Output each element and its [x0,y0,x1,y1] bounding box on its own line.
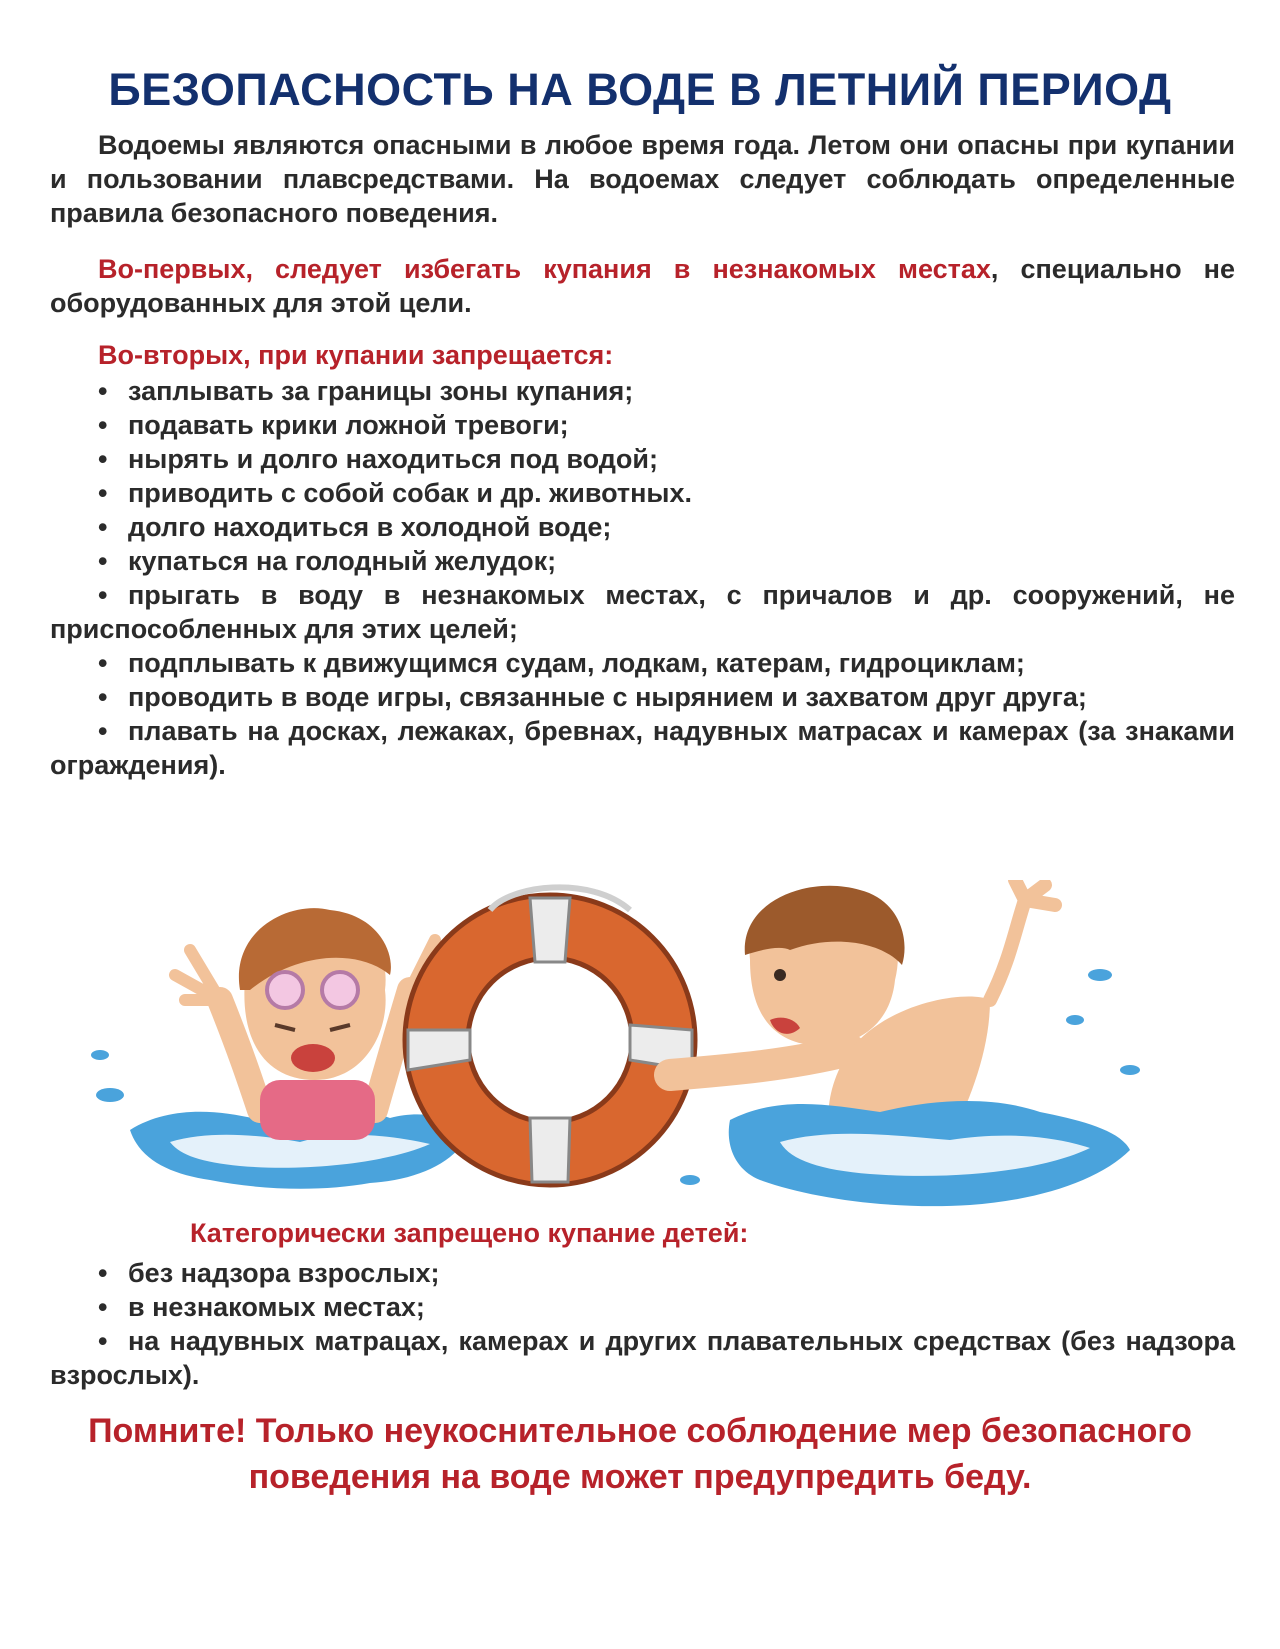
bullet-icon: • [98,1258,108,1288]
list-item: • подплывать к движущимся судам, лодкам, катерам, гидроциклам; [98,648,1025,678]
bullet-icon: • [98,682,108,712]
children-rule-heading: Категорически запрещено купание детей: [190,1218,749,1248]
page-title: БЕЗОПАСНОСТЬ НА ВОДЕ В ЛЕТНИЙ ПЕРИОД [108,64,1172,115]
children-prohibited-list [50,1256,1235,1392]
list-item: • прыгать в воду в незнакомых местах, с причалов и др. сооружений, не приспособленных для этих целей; [50,580,1235,644]
list-item: • приводить с собой собак и др. животных. [98,478,692,508]
first-rule-highlight: Во-первых, следует избегать купания в незнакомых местах [98,254,991,284]
second-rule-heading: Во-вторых, при купании запрещается: [98,340,614,370]
list-item: • подавать крики ложной тревоги; [98,410,569,440]
bullet-icon: • [98,478,108,508]
list-item: • нырять и долго находиться под водой; [98,444,658,474]
prohibited-list [50,374,1235,782]
bullet-icon: • [98,648,108,678]
list-item: • на надувных матрацах, камерах и других плавательных средствах (без надзора взрослых). [50,1326,1235,1390]
list-item: • в незнакомых местах; [98,1292,425,1322]
list-item: • долго находиться в холодной воде; [98,512,612,542]
bullet-icon: • [98,580,108,610]
final-warning: Помните! Только неукоснительное соблюдение мер безопасного поведения на воде может предупредить беду. [88,1412,1192,1496]
boy-rescuer-icon [670,880,1055,1140]
bullet-icon: • [98,546,108,576]
bullet-icon: • [98,1326,108,1356]
bullet-icon: • [98,410,108,440]
list-item: • плавать на досках, лежаках, бревнах, надувных матрасах и камерах (за знаками ограждения). [50,716,1235,780]
lifebuoy-icon [405,887,695,1185]
bullet-icon: • [98,376,108,406]
bullet-icon: • [98,444,108,474]
list-item: • заплывать за границы зоны купания; [98,376,634,406]
bullet-icon: • [98,512,108,542]
bullet-icon: • [98,1292,108,1322]
first-rule-rest: , специально не оборудованных для этой цели. [50,254,1235,318]
list-item: • без надзора взрослых; [98,1258,440,1288]
list-item: • купаться на голодный желудок; [98,546,557,576]
list-item: • проводить в воде игры, связанные с нырянием и захватом друг друга; [98,682,1087,712]
first-rule-paragraph [50,252,1235,320]
bullet-icon: • [98,716,108,746]
drowning-children-lifebuoy-illustration [90,880,1200,1270]
intro-paragraph: Водоемы являются опасными в любое время года. Летом они опасны при купании и пользовании плавсредствами. На водоемах следует соблюдать определенные правила безопасного поведения. [50,130,1235,228]
